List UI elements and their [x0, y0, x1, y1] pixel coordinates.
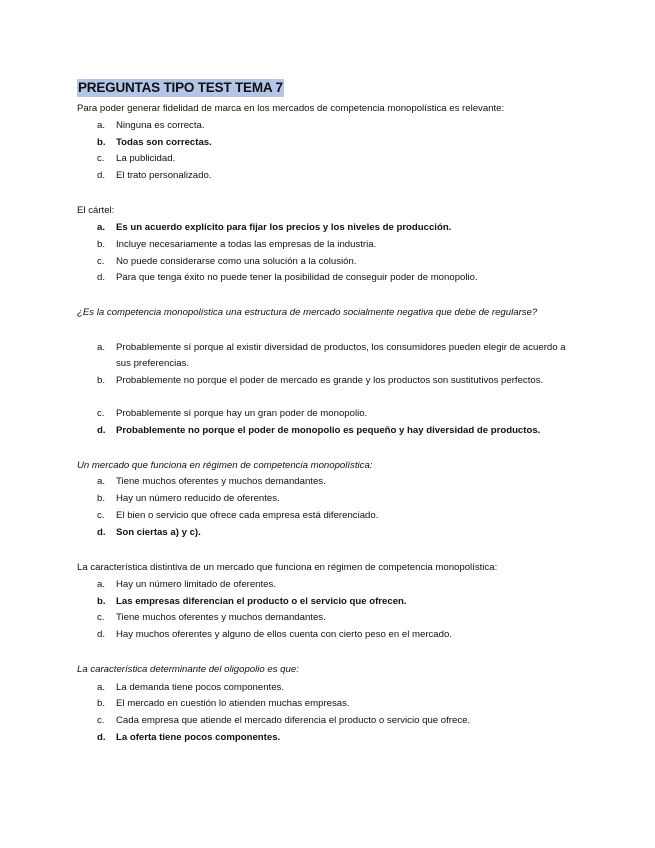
option-label: c.	[97, 510, 105, 521]
option-label: b.	[97, 596, 106, 607]
option-text: Probablemente sí porque al existir diversidad de productos, los consumidores pueden elegir de acuerdo a sus preferencias.	[116, 342, 566, 370]
option-text: Tiene muchos oferentes y muchos demandantes.	[116, 476, 326, 487]
option-text: No puede considerarse como una solución a la colusión.	[116, 256, 357, 267]
option-label: d.	[97, 425, 106, 436]
option-text: Incluye necesariamente a todas las empresas de la industria.	[116, 239, 377, 250]
option-label: c.	[97, 612, 105, 623]
option-text: Ninguna es correcta.	[116, 120, 205, 131]
option-text: Hay un número limitado de oferentes.	[116, 579, 276, 590]
option-label: a.	[97, 579, 106, 590]
option-label: b.	[97, 493, 106, 504]
option-text: Para que tenga éxito no puede tener la posibilidad de conseguir poder de monopolio.	[116, 272, 478, 283]
option-label: b.	[97, 698, 106, 709]
option-text: Probablemente no porque el poder de mercado es grande y los productos son sustitutivos perfectos.	[116, 375, 544, 386]
question-3: ¿Es la competencia monopolística una estructura de mercado socialmente negativa que debe de regularse?	[77, 307, 538, 318]
option-label: b.	[97, 239, 106, 250]
option-label: a.	[97, 682, 106, 693]
question-6: La característica determinante del oligopolio es que:	[77, 664, 299, 675]
option-text: Probablemente sí porque hay un gran poder de monopolio.	[116, 408, 368, 419]
option-text: El bien o servicio que ofrece cada empresa está diferenciado.	[116, 510, 379, 521]
option-label: c.	[97, 715, 105, 726]
option-text: El trato personalizado.	[116, 170, 212, 181]
option-text: Las empresas diferencian el producto o el servicio que ofrecen.	[116, 596, 407, 607]
option-text: Probablemente no porque el poder de monopolio es pequeño y hay diversidad de productos.	[116, 425, 541, 436]
option-label: d.	[97, 629, 106, 640]
option-label: b.	[97, 137, 106, 148]
option-label: b.	[97, 375, 106, 386]
option-text: Hay un número reducido de oferentes.	[116, 493, 280, 504]
option-label: a.	[97, 342, 106, 353]
option-text: Tiene muchos oferentes y muchos demandantes.	[116, 612, 326, 623]
option-label: d.	[97, 170, 106, 181]
option-text: Todas son correctas.	[116, 137, 212, 148]
option-label: a.	[97, 120, 106, 131]
option-text: Es un acuerdo explícito para fijar los precios y los niveles de producción.	[116, 222, 452, 233]
question-2: El cártel:	[77, 205, 115, 216]
option-label: a.	[97, 476, 106, 487]
option-text: La publicidad.	[116, 153, 176, 164]
option-label: c.	[97, 256, 105, 267]
option-text: La oferta tiene pocos componentes.	[116, 732, 281, 743]
option-label: d.	[97, 527, 106, 538]
option-label: d.	[97, 272, 106, 283]
option-text: Cada empresa que atiende el mercado diferencia el producto o servicio que ofrece.	[116, 715, 471, 726]
option-text: La demanda tiene pocos componentes.	[116, 682, 285, 693]
option-label: a.	[97, 222, 106, 233]
option-text: Hay muchos oferentes y alguno de ellos cuenta con cierto peso en el mercado.	[116, 629, 452, 640]
option-label: d.	[97, 732, 106, 743]
question-4: Un mercado que funciona en régimen de competencia monopolística:	[77, 460, 373, 471]
option-label: c.	[97, 408, 105, 419]
question-5: La característica distintiva de un mercado que funciona en régimen de competencia monopolística:	[77, 562, 498, 573]
page-title: PREGUNTAS TIPO TEST TEMA 7	[78, 80, 283, 95]
option-label: c.	[97, 153, 105, 164]
question-1: Para poder generar fidelidad de marca en los mercados de competencia monopolística es relevante:	[77, 103, 505, 114]
option-text: Son ciertas a) y c).	[116, 527, 201, 538]
option-text: El mercado en cuestión lo atienden muchas empresas.	[116, 698, 350, 709]
